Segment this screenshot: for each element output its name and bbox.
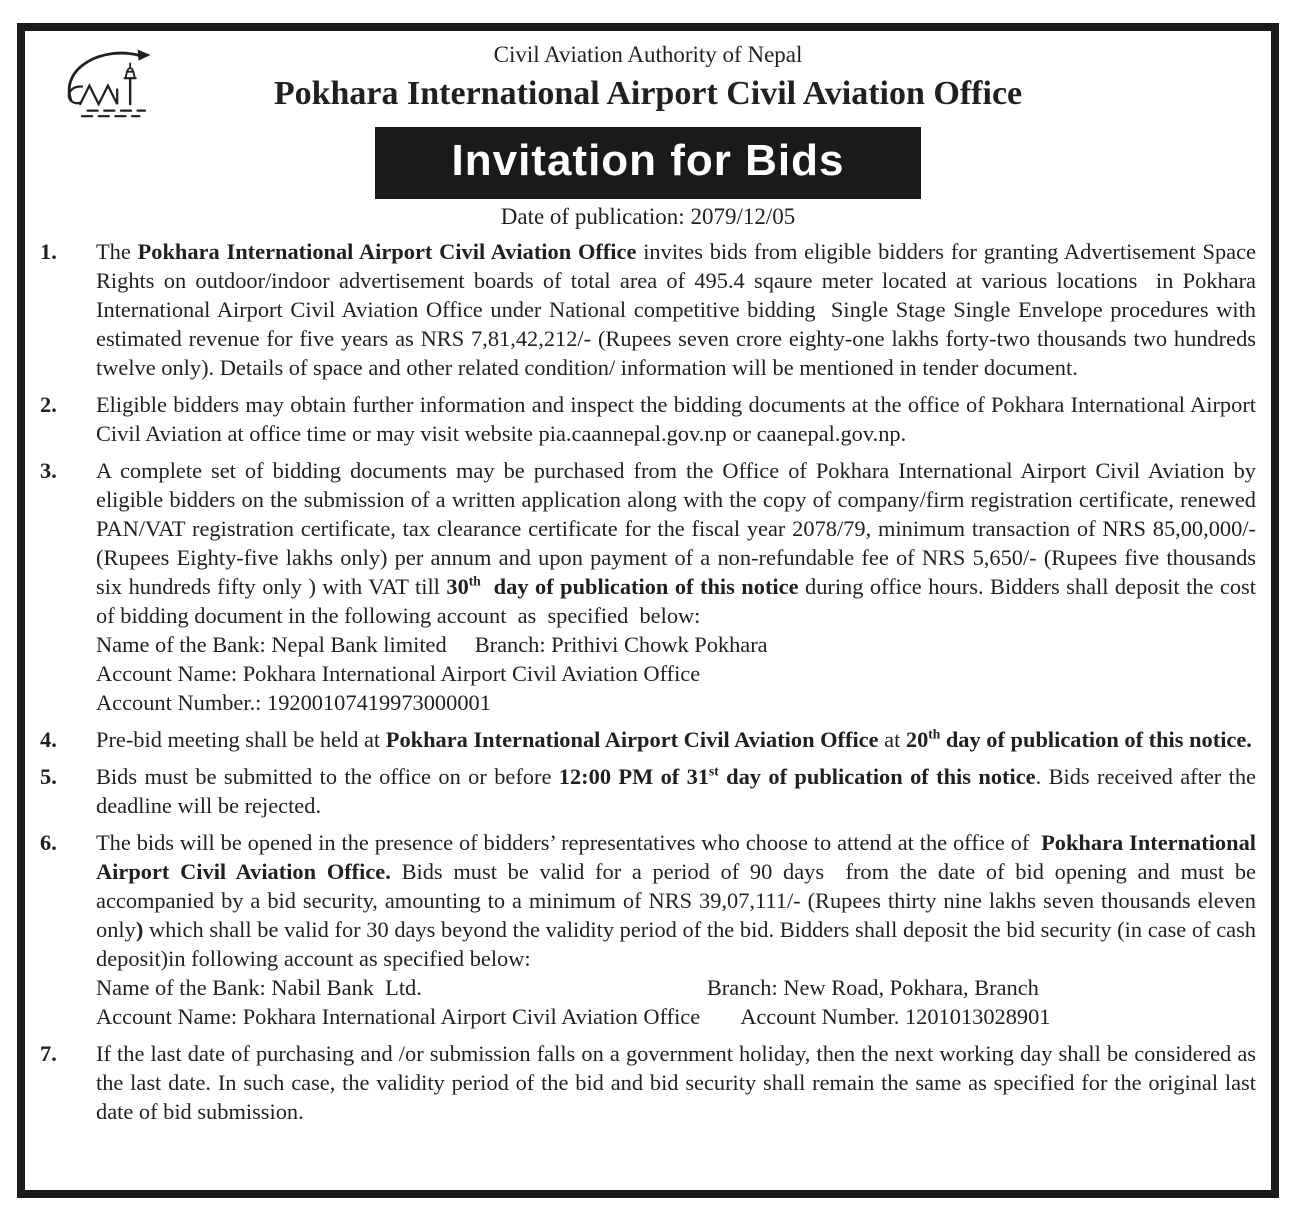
bid-condition-item-7	[40, 1039, 1256, 1126]
bid-condition-item-2	[40, 390, 1256, 448]
office-name: Pokhara International Airport Civil Aviation Office	[273, 75, 1023, 112]
item-text: A complete set of bidding documents may be purchased from the Office of Pokhara International Airport Civil Aviation by eligible bidders on the submission of a written application along with the copy of company/firm registration certificate, renewed PAN/VAT registration certificate, tax clearance certificate for the fiscal year 2078/79, minimum transaction of NRS 85,00,000/- (Rupees Eighty-five lakhs only) per annum and upon payment of a non-refundable fee of NRS 5,650/- (Rupees five thousands six hundreds fifty only ) with VAT till 30th day of publication of this notice during office hours. Bidders shall deposit the cost of bidding document in the following account as specified below: Name of the Bank: Nepal Bank limited Branch: Prithivi Chowk Pokhara Account Name: Pokhara International Airport Civil Aviation Office Account Number.: 19200107419973000001	[96, 458, 1256, 715]
item-text: Bids must be submitted to the office on or before 12:00 PM of 31st day of publication of this notice. Bids received after the deadline will be rejected.	[96, 763, 1256, 818]
banner-title: Invitation for Bids	[451, 136, 845, 185]
item-number: 6.	[40, 830, 57, 855]
item-number: 7.	[40, 1041, 57, 1066]
caan-logo	[55, 43, 159, 131]
item-text: The Pokhara International Airport Civil Aviation Office invites bids from eligible bidders for granting Advertisement Space Rights on outdoor/indoor advertisement boards of total area of 495.4 sqaure meter located at various locations in Pokhara International Airport Civil Aviation Office under National competitive bidding Single Stage Single Envelope procedures with estimated revenue for five years as NRS 7,81,42,212/- (Rupees seven crore eighty-one lakhs forty-two thousands two hundreds twelve only). Details of space and other related condition/ information will be mentioned in tender document.	[96, 239, 1256, 380]
notice-document	[17, 23, 1279, 1198]
invitation-banner	[375, 127, 921, 199]
caan-letters	[80, 86, 117, 105]
bid-condition-item-1	[40, 237, 1256, 382]
item-number: 2.	[40, 392, 57, 417]
item-number: 5.	[40, 764, 57, 789]
bid-condition-item-3	[40, 456, 1256, 717]
item-number: 1.	[40, 239, 57, 264]
item-number: 4.	[40, 727, 57, 752]
bid-condition-item-4	[40, 725, 1256, 754]
publication-date: Date of publication: 2079/12/05	[500, 204, 796, 229]
control-tower-icon	[125, 63, 136, 104]
arrowhead-icon	[138, 49, 151, 60]
bid-conditions-list	[40, 237, 1256, 1126]
item-text: If the last date of purchasing and /or submission falls on a government holiday, then the next working day shall be considered as the last date. In such case, the validity period of the bid and bid security shall remain the same as specified for the original last date of bid submission.	[96, 1041, 1256, 1124]
item-text: Eligible bidders may obtain further information and inspect the bidding documents at the office of Pokhara International Airport Civil Aviation at office time or may visit website pia.caannepal.gov.np or caanepal.gov.np.	[96, 392, 1256, 446]
item-text: Pre-bid meeting shall be held at Pokhara International Airport Civil Aviation Office at 20th day of publication of this notice.	[96, 726, 1252, 752]
item-number: 3.	[40, 458, 57, 483]
authority-name: Civil Aviation Authority of Nepal	[493, 42, 803, 67]
bid-condition-item-6	[40, 828, 1256, 1031]
item-text: The bids will be opened in the presence of bidders’ representatives who choose to attend at the office of Pokhara International Airport Civil Aviation Office. Bids must be valid for a period of 90 days from the date of bid opening and must be accompanied by a bid security, amounting to a minimum of NRS 39,07,111/- (Rupees thirty nine lakhs seven thousands eleven only) which shall be valid for 30 days beyond the validity period of the bid. Bidders shall deposit the bid security (in case of cash deposit)in following account as specified below: Name of the Bank: Nabil Bank Ltd. Branch: New Road, Pokhara, Branch Account Name: Pokhara International Airport Civil Aviation Office Account Number. 1201013028901	[96, 830, 1256, 1029]
bid-condition-item-5	[40, 762, 1256, 820]
